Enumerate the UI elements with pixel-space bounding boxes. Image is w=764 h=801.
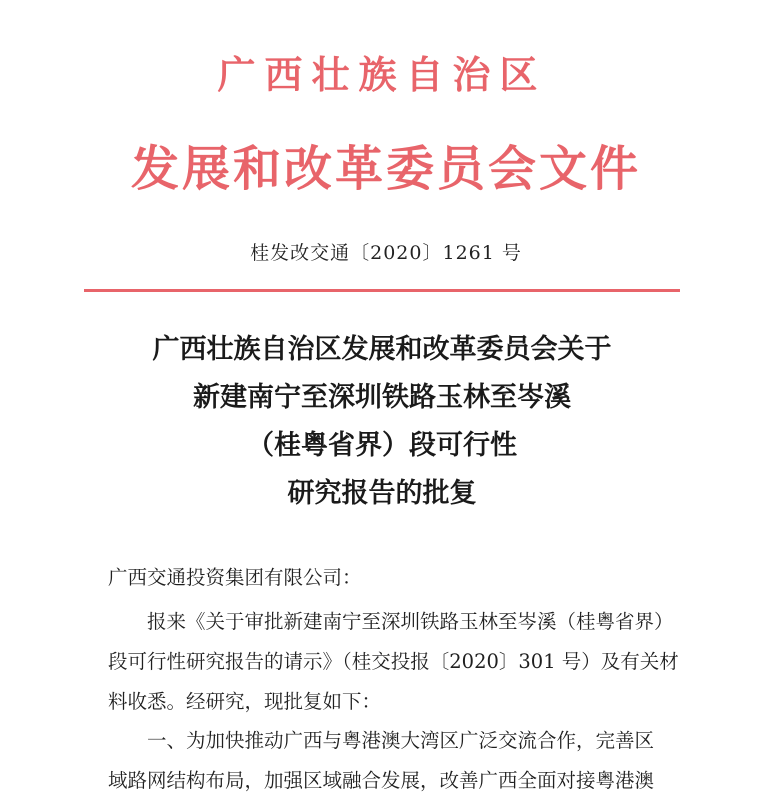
paragraph-line: 料收悉。经研究，现批复如下： xyxy=(108,690,382,713)
title-line: 新建南宁至深圳铁路玉林至岑溪 xyxy=(193,382,571,413)
issuing-org-name: 广西壮族自治区 xyxy=(217,52,547,97)
document-number: 桂发改交通〔2020〕1261 号 xyxy=(250,242,522,264)
paragraph-line: 段可行性研究报告的请示》（桂交投报〔2020〕301 号）及有关材 xyxy=(108,650,679,673)
title-line: 广西壮族自治区发展和改革委员会关于 xyxy=(152,334,612,365)
title-line: （桂粤省界）段可行性 xyxy=(247,430,517,461)
document-type-heading: 发展和改革委员会文件 xyxy=(130,141,641,197)
paragraph-line: 报来《关于审批新建南宁至深圳铁路玉林至岑溪（桂粤省界） xyxy=(147,610,674,633)
salutation: 广西交通投资集团有限公司： xyxy=(108,566,362,589)
paragraph-line: 域路网结构布局，加强区域融合发展，改善广西全面对接粤港澳 xyxy=(108,769,655,792)
paragraph-line: 一、为加快推动广西与粤港澳大湾区广泛交流合作，完善区 xyxy=(147,729,655,752)
body-paragraph-1 xyxy=(108,602,688,722)
body-paragraph-2 xyxy=(108,721,688,801)
red-divider-line xyxy=(84,289,680,292)
document-title xyxy=(0,326,764,518)
title-line: 研究报告的批复 xyxy=(287,478,477,509)
